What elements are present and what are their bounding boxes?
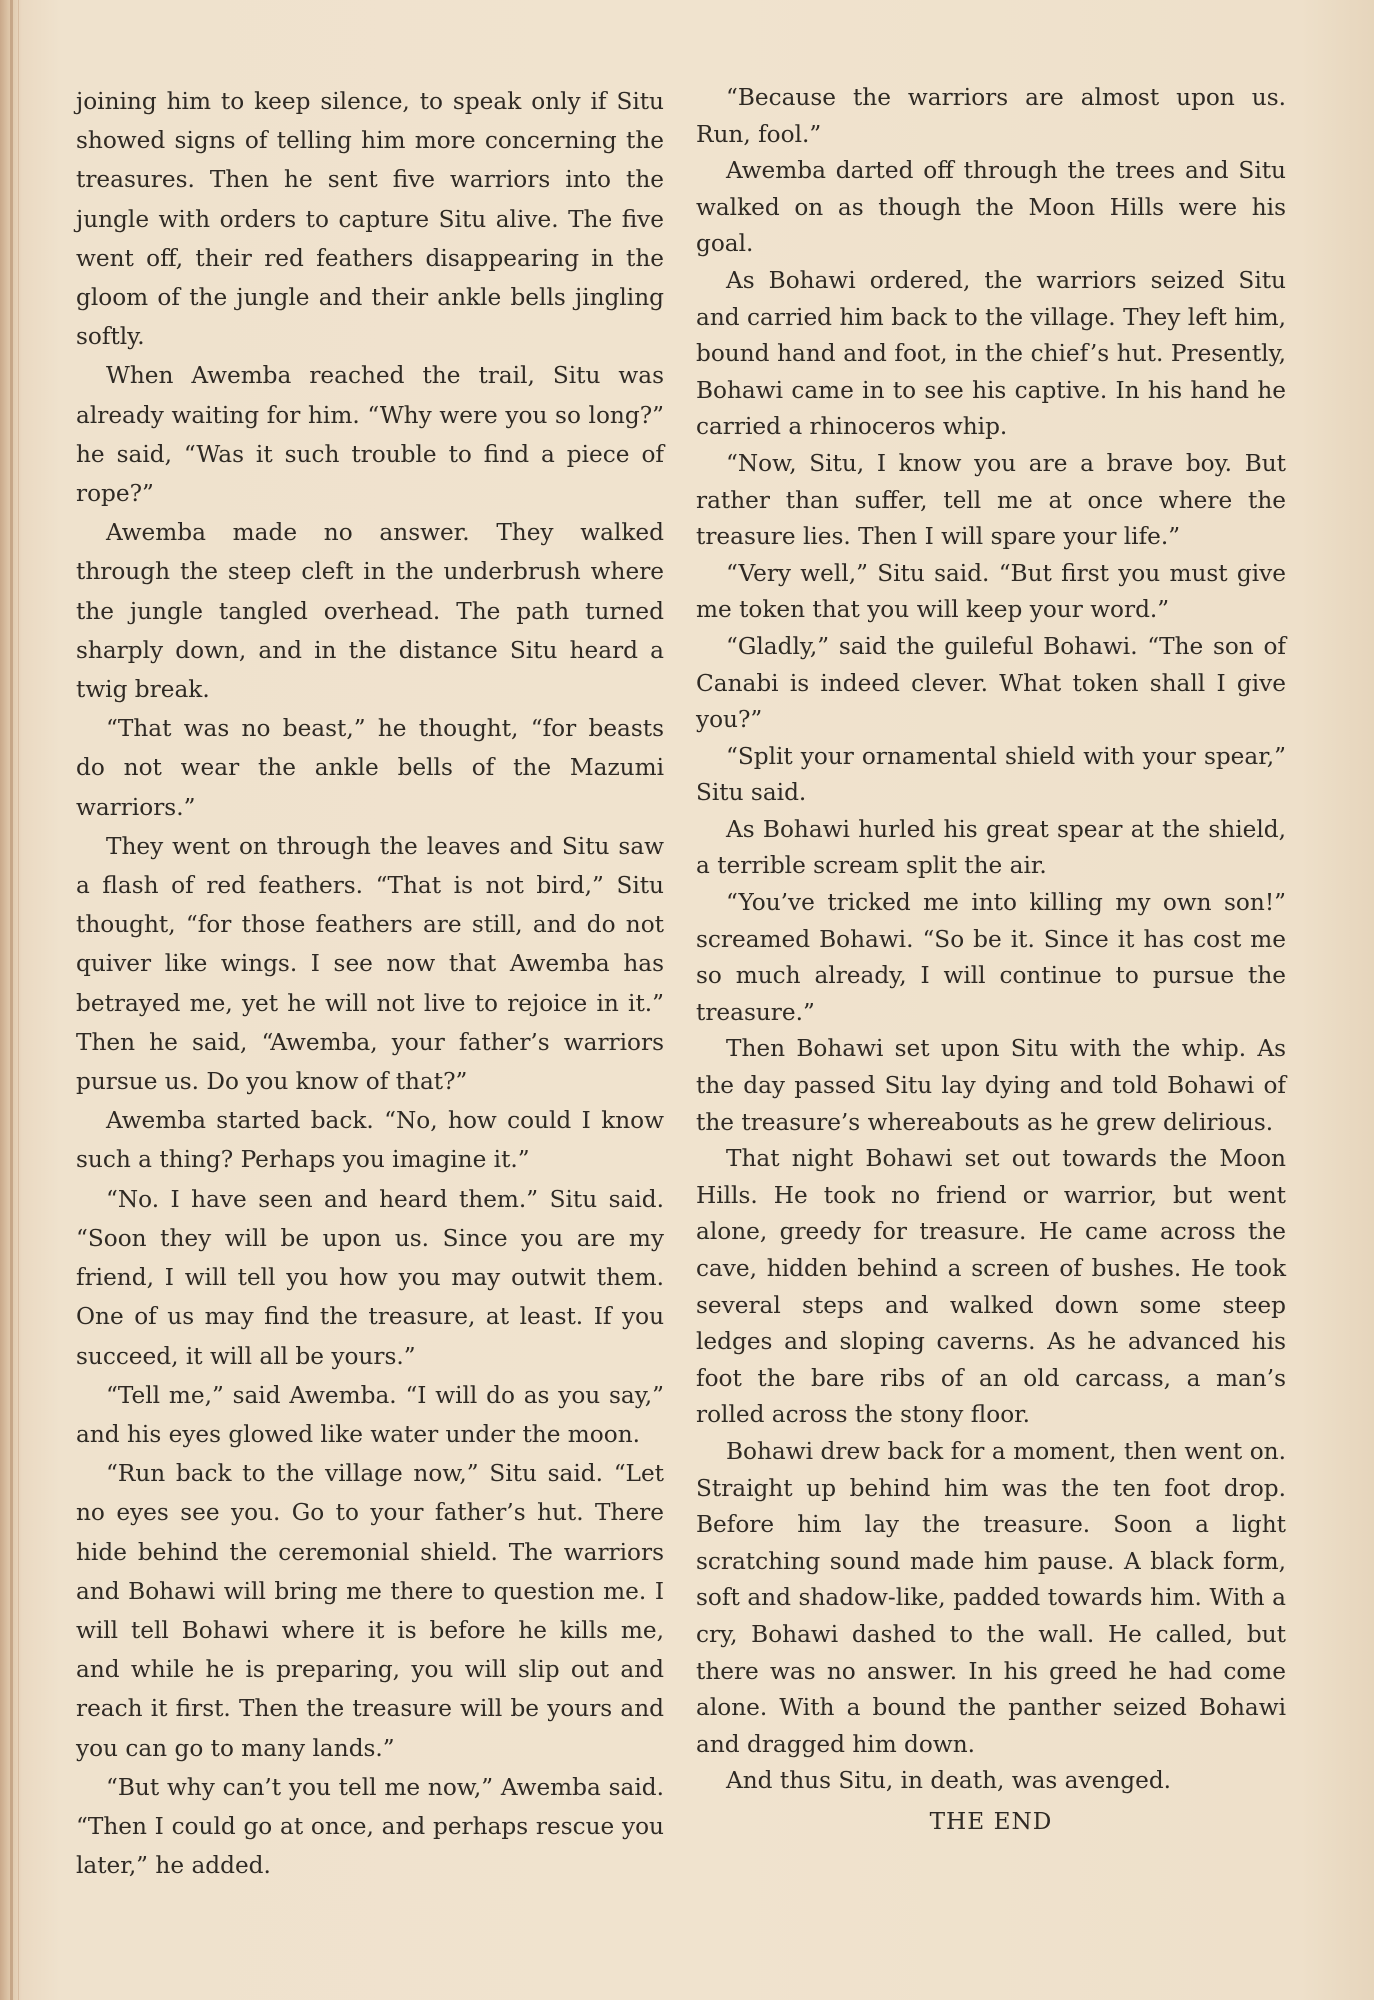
paragraph: “You’ve tricked me into killing my own son!” screamed Bohawi. “So be it. Since it has cost me so much already, I will continue to pursue the treasure.” [696, 889, 1286, 1026]
paragraph: And thus Situ, in death, was avenged. [726, 1767, 1172, 1795]
paragraph: “But why can’t you tell me now,” Awemba said. “Then I could go at once, and perhaps rescue you later,” he added. [76, 1773, 664, 1880]
paragraph: “Tell me,” said Awemba. “I will do as you say,” and his eyes glowed like water under the moon. [76, 1381, 664, 1448]
paragraph: “Gladly,” said the guileful Bohawi. “The son of Canabi is indeed clever. What token shall I give you?” [696, 632, 1286, 734]
paragraph: That night Bohawi set out towards the Moon Hills. He took no friend or warrior, but went alone, greedy for treasure. He came across the cave, hidden behind a screen of bushes. He took several steps and walked down some steep ledges and sloping caverns. As he advanced his foot the bare ribs of an old carcass, a man’s rolled across the stony floor. [696, 1145, 1286, 1429]
paragraph: As Bohawi ordered, the warriors seized Situ and carried him back to the village. They left him, bound hand and foot, in the chief’s hut. Presently, Bohawi came in to see his captive. In his hand he carried a rhinoceros whip. [696, 266, 1286, 441]
left-text-column [76, 82, 664, 1885]
story-ending: THE END [929, 1807, 1053, 1835]
paragraph: Awemba made no answer. They walked through the steep cleft in the underbrush where the jungle tangled overhead. The path turned sharply down, and in the distance Situ heard a twig break. [76, 519, 664, 704]
paragraph: When Awemba reached the trail, Situ was already waiting for him. “Why were you so long?” he said, “Was it such trouble to find a piece of rope?” [76, 362, 664, 508]
paragraph: Then Bohawi set upon Situ with the whip. As the day passed Situ lay dying and told Bohawi of the treasure’s whereabouts as he grew delirious. [696, 1035, 1286, 1136]
page-spine-line [18, 0, 19, 2000]
paragraph: Awemba darted off through the trees and Situ walked on as though the Moon Hills were his goal. [696, 157, 1286, 258]
paragraph: Awemba started back. “No, how could I know such a thing? Perhaps you imagine it.” [76, 1107, 664, 1174]
paragraph: “Run back to the village now,” Situ said. “Let no eyes see you. Go to your father’s hut. There hide behind the ceremonial shield. The warriors and Bohawi will bring me there to question me. I will tell Bohawi where it is before he kills me, and while he is preparing, you will slip out and reach it first. Then the treasure will be yours and you can go to many lands.” [76, 1460, 664, 1762]
paragraph: As Bohawi hurled his great spear at the shield, a terrible scream split the air. [696, 815, 1286, 880]
paragraph: “That was no beast,” he thought, “for beasts do not wear the ankle bells of the Mazumi warriors.” [76, 715, 664, 821]
page-spine-edge [10, 0, 13, 2000]
paragraph: joining him to keep silence, to speak only if Situ showed signs of telling him more concerning the treasures. Then he sent five warriors into the jungle with orders to capture Situ alive. The five went off, their red feathers disappearing in the gloom of the jungle and their ankle bells jingling softly. [76, 88, 664, 351]
paragraph: “Very well,” Situ said. “But first you must give me token that you will keep your word.” [696, 559, 1286, 624]
paragraph: “Because the warriors are almost upon us. Run, fool.” [696, 84, 1286, 148]
paragraph: Bohawi drew back for a moment, then went on. Straight up behind him was the ten foot drop. Before him lay the treasure. Soon a light scratching sound made him pause. A black form, soft and shadow-like, padded towards him. With a cry, Bohawi dashed to the wall. He called, but there was no answer. In his greed he had come alone. With a bound the panther seized Bohawi and dragged him down. [696, 1437, 1286, 1758]
paragraph: They went on through the leaves and Situ saw a flash of red feathers. “That is not bird,” Situ thought, “for those feathers are still, and do not quiver like wings. I see now that Awemba has betrayed me, yet he will not live to rejoice in it.” Then he said, “Awemba, your father’s warriors pursue us. Do you know of that?” [76, 832, 664, 1096]
paragraph: “Now, Situ, I know you are a brave boy. But rather than suffer, tell me at once where the treasure lies. Then I will spare your life.” [696, 449, 1286, 551]
paragraph: “No. I have seen and heard them.” Situ said. “Soon they will be upon us. Since you are my friend, I will tell you how you may outwit them. One of us may find the treasure, at least. If you succeed, it will all be yours.” [76, 1185, 664, 1370]
paragraph: “Split your ornamental shield with your spear,” Situ said. [696, 742, 1286, 807]
right-text-column [696, 80, 1286, 1841]
